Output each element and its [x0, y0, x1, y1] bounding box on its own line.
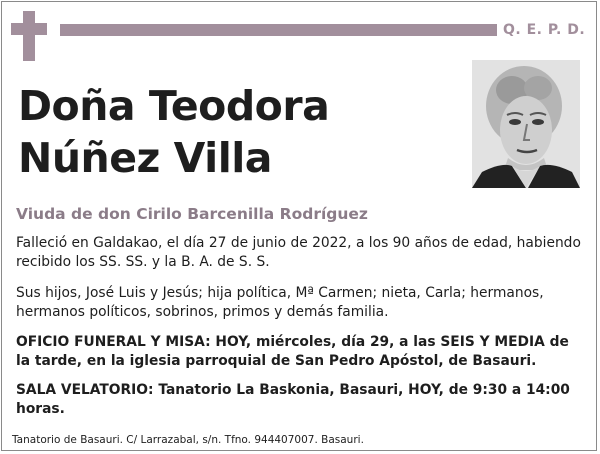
death-announcement: Falleció en Galdakao, el día 27 de junio de 2022, a los 90 años de edad, habiendo recibido los SS. SS. y la B. A. de S. S.	[16, 235, 581, 270]
deceased-portrait	[472, 60, 580, 188]
deceased-name	[18, 80, 329, 184]
deceased-name-line1: Doña Teodora	[18, 82, 330, 130]
qepd-label: Q. E. P. D.	[503, 22, 586, 38]
funeral-home-footer: Tanatorio de Basauri. C/ Larrazabal, s/n. Tfno. 944407007. Basauri.	[12, 434, 364, 446]
funeral-service-info: OFICIO FUNERAL Y MISA: HOY, miércoles, día 29, a las SEIS Y MEDIA de la tarde, en la iglesia parroquial de San Pedro Apóstol, de Basauri.	[16, 334, 569, 369]
portrait-image	[472, 60, 580, 188]
widow-subtitle: Viuda de don Cirilo Barcenilla Rodríguez	[16, 205, 368, 223]
wake-room-info: SALA VELATORIO: Tanatorio La Baskonia, Basauri, HOY, de 9:30 a 14:00 horas.	[16, 382, 570, 417]
header-divider-bar	[60, 24, 497, 36]
cross-vertical-bar	[23, 11, 35, 61]
cross-horizontal-bar	[11, 23, 47, 35]
family-mourners: Sus hijos, José Luis y Jesús; hija política, Mª Carmen; nieta, Carla; hermanos, hermanos políticos, sobrinos, primos y demás familia.	[16, 285, 544, 320]
deceased-name-line2: Núñez Villa	[18, 134, 272, 182]
